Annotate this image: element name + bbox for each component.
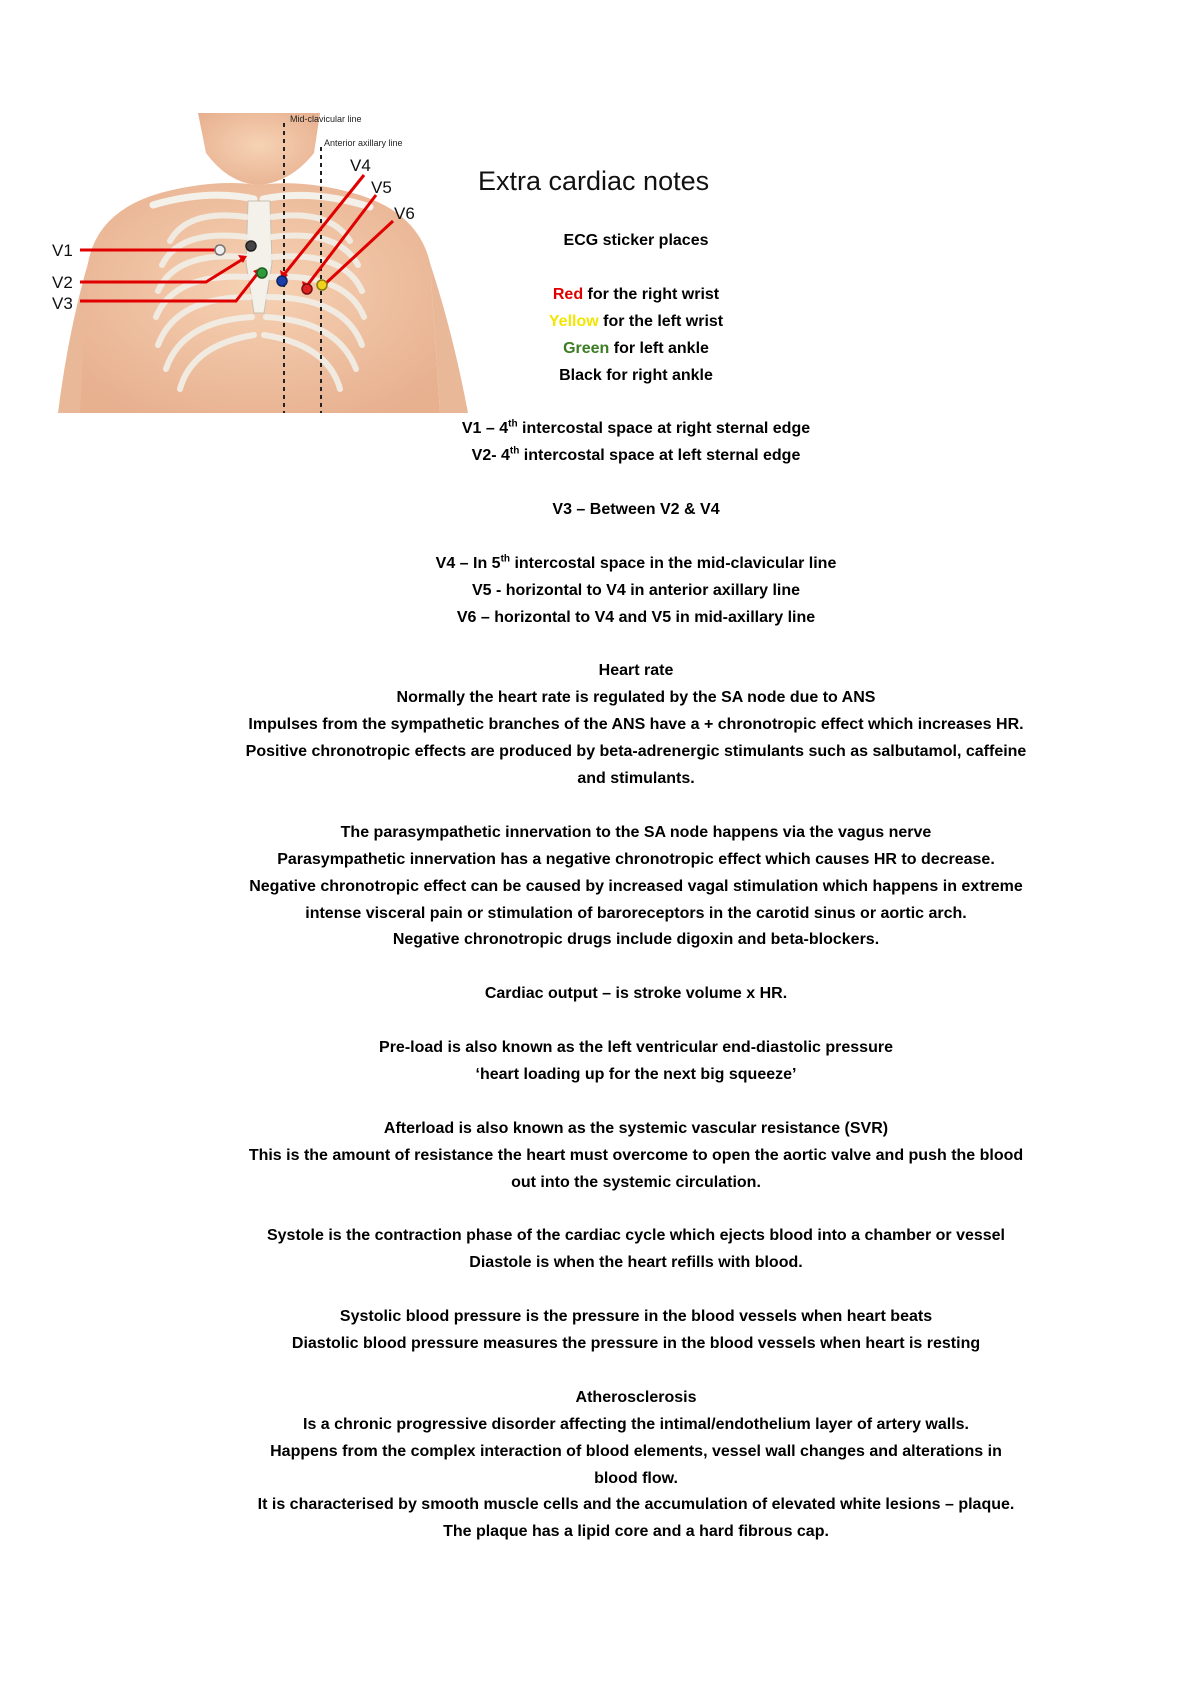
heart-rate-text: and stimulants. [577,770,695,788]
ecg-red-line: Red for the right wrist [552,285,720,303]
ecg-heading: ECG sticker places [563,232,709,249]
diastole-text: Diastole is when the heart refills with blood. [469,1254,803,1272]
green-word: Green [563,339,610,357]
yellow-word: Yellow [548,312,599,330]
v6-description: V6 – horizontal to V4 and V5 in mid-axillary line [456,608,816,626]
atherosclerosis-text: Happens from the complex interaction of blood elements, vessel wall changes and alterations in [270,1442,1002,1460]
ecg-black-line: Black for right ankle [559,366,713,384]
v6-label: V6 [394,204,415,223]
systole-text: Systole is the contraction phase of the cardiac cycle which ejects blood into a chamber or vessel [266,1227,1005,1245]
preload-text: Pre-load is also known as the left ventricular end-diastolic pressure [379,1039,893,1057]
notes-body [190,228,1082,1546]
v4-label: V4 [350,156,371,175]
parasympathetic-text: intense visceral pain or stimulation of baroreceptors in the carotid sinus or aortic arch. [305,904,967,922]
afterload-text: Afterload is also known as the systemic vascular resistance (SVR) [383,1119,889,1137]
anterior-axillary-label: Anterior axillary line [324,138,403,148]
atherosclerosis-text: blood flow. [594,1469,678,1487]
midclavicular-label: Mid-clavicular line [290,114,362,124]
afterload-text: out into the systemic circulation. [511,1173,761,1191]
preload-quote: ‘heart loading up for the next big squeeze’ [475,1065,797,1083]
heart-rate-text: Positive chronotropic effects are produced by beta-adrenergic stimulants such as salbutamol, caffeine [245,743,1027,761]
ecg-yellow-line: Yellow for the left wrist [548,312,724,330]
v3-description: V3 – Between V2 & V4 [552,501,720,519]
cardiac-output-text: Cardiac output – is stroke volume x HR. [484,985,788,1003]
v3-label: V3 [52,294,73,313]
atherosclerosis-heading: Atherosclerosis [575,1388,697,1406]
parasympathetic-text: The parasympathetic innervation to the SA node happens via the vagus nerve [340,823,932,841]
atherosclerosis-text: The plaque has a lipid core and a hard fibrous cap. [443,1523,829,1541]
diastolic-bp-text: Diastolic blood pressure measures the pressure in the blood vessels when heart is resting [291,1334,981,1352]
ecg-green-line: Green for left ankle [563,339,709,357]
systolic-bp-text: Systolic blood pressure is the pressure in the blood vessels when heart beats [339,1308,933,1326]
v1-label: V1 [52,241,73,260]
v2-label: V2 [52,273,73,292]
v5-description: V5 - horizontal to V4 in anterior axillary line [471,581,801,599]
heart-rate-text: Normally the heart rate is regulated by the SA node due to ANS [396,689,876,707]
v2-description: V2- 4th intercostal space at left sternal edge [471,445,801,465]
heart-rate-heading: Heart rate [598,662,674,680]
red-word: Red [552,285,584,303]
afterload-text: This is the amount of resistance the heart must overcome to open the aortic valve and push the blood [248,1146,1024,1164]
v4-description: V4 – In 5th intercostal space in the mid-clavicular line [435,553,837,572]
v1-description: V1 – 4th intercostal space at right sternal edge [461,418,811,438]
heart-rate-text: Impulses from the sympathetic branches of the ANS have a + chronotropic effect which increases HR. [248,716,1024,734]
parasympathetic-text: Negative chronotropic drugs include digoxin and beta-blockers. [392,931,880,949]
parasympathetic-text: Negative chronotropic effect can be caused by increased vagal stimulation which happens in extreme [249,877,1023,895]
page-title: Extra cardiac notes [478,166,710,197]
v5-label: V5 [371,178,392,197]
atherosclerosis-text: It is characterised by smooth muscle cells and the accumulation of elevated white lesions – plaque. [257,1496,1015,1514]
atherosclerosis-text: Is a chronic progressive disorder affecting the intimal/endothelium layer of artery walls. [303,1415,969,1433]
parasympathetic-text: Parasympathetic innervation has a negative chronotropic effect which causes HR to decrease. [277,850,995,868]
